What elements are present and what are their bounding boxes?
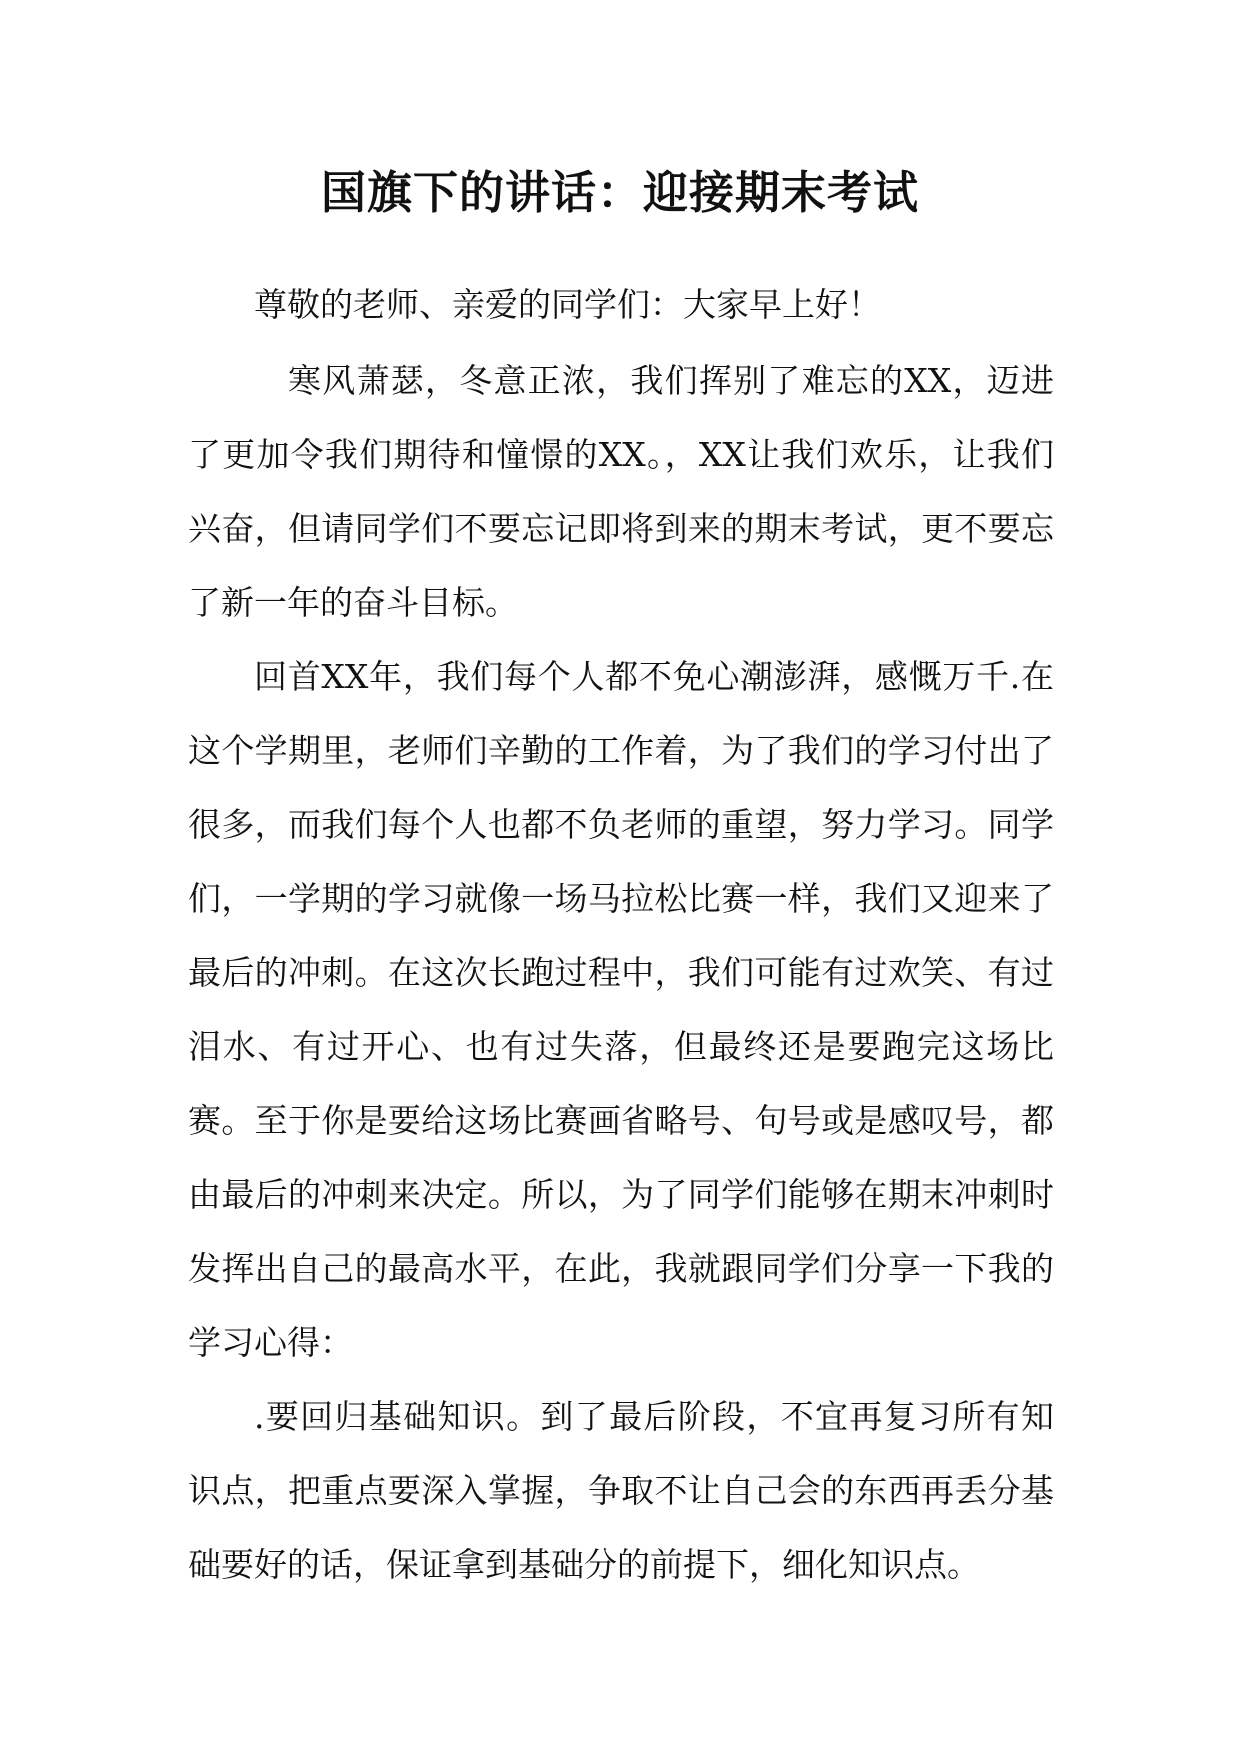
body-paragraph: .要回归基础知识。到了最后阶段，不宜再复习所有知识点，把重点要深入掌握，争取不让自己会的东西再丢分基础要好的话，保证拿到基础分的前提下，细化知识点。 xyxy=(188,1397,1054,1584)
body-paragraph: 寒风萧瑟，冬意正浓，我们挥别了难忘的XX，迈进了更加令我们期待和憧憬的XX。，XX让我们欢乐，让我们兴奋，但请同学们不要忘记即将到来的期末考试，更不要忘了新一年的奋斗目标。 xyxy=(188,361,1054,622)
body-paragraph: 回首XX年，我们每个人都不免心潮澎湃，感慨万千.在这个学期里，老师们辛勤的工作着，为了我们的学习付出了很多，而我们每个人也都不负老师的重望，努力学习。同学们，一学期的学习就像一场马拉松比赛一样，我们又迎来了最后的冲刺。在这次长跑过程中，我们可能有过欢笑、有过泪水、有过开心、也有过失落，但最终还是要跑完这场比赛。至于你是要给这场比赛画省略号、句号或是感叹号，都由最后的冲刺来决定。所以，为了同学们能够在期末冲刺时发挥出自己的最高水平，在此，我就跟同学们分享一下我的学习心得： xyxy=(188,657,1054,1362)
document-title: 国旗下的讲话：迎接期末考试 xyxy=(320,166,919,219)
document-body xyxy=(188,268,1054,1602)
greeting-paragraph: 尊敬的老师、亲爱的同学们：大家早上好！ xyxy=(254,285,881,324)
